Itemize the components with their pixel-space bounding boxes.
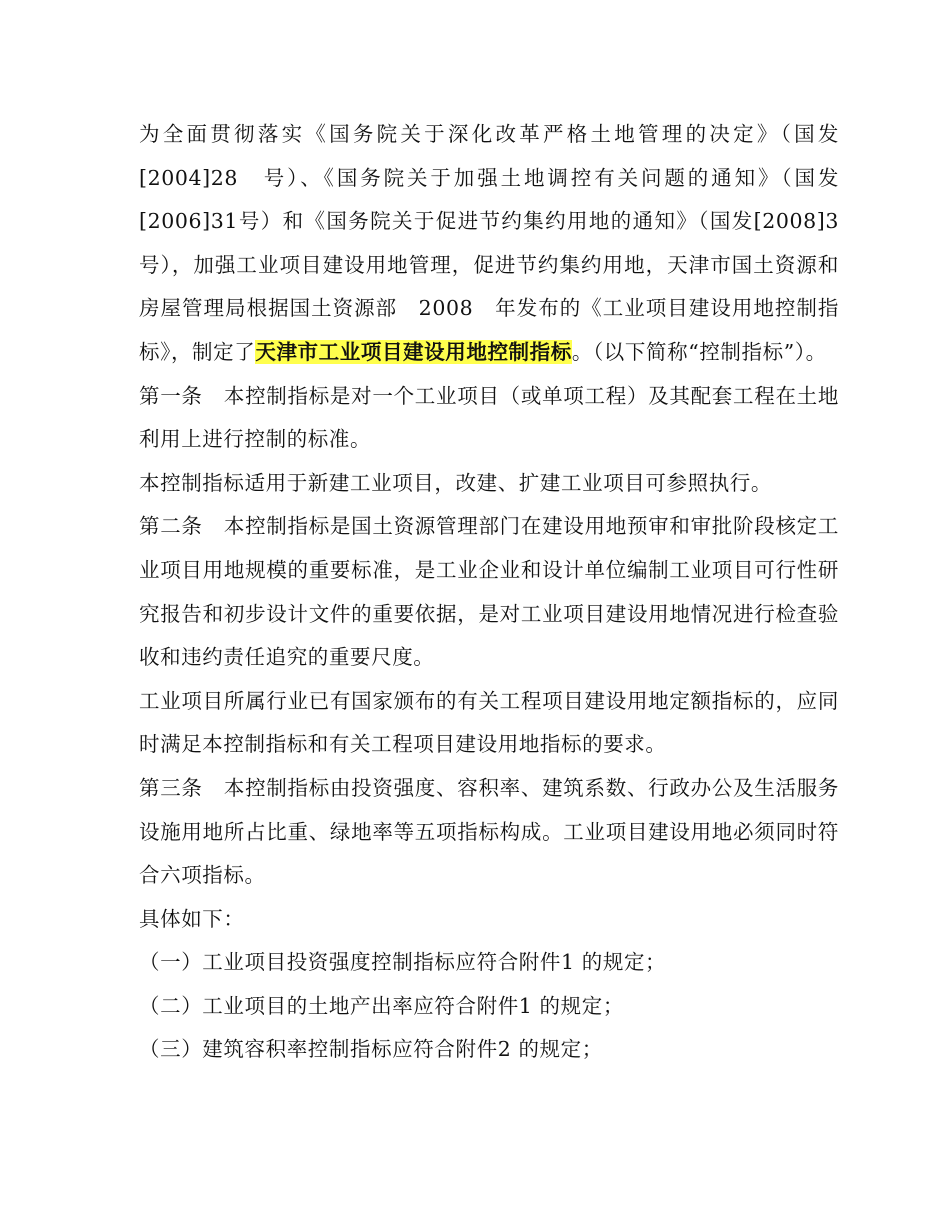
list-item-1: （一）工业项目投资强度控制指标应符合附件1 的规定； (139, 950, 667, 975)
article-2-supplement-paragraph: 工业项目所属行业已有国家颁布的有关工程项目建设用地定额指标的，应同时满足本控制指标和有关工程项目建设用地指标的要求。 (139, 688, 839, 757)
intro-text-after: 。（以下简称“控制指标”）。 (571, 339, 827, 364)
article-2-paragraph: 第二条 本控制指标是国土资源管理部门在建设用地预审和审批阶段核定工业项目用地规模的重要标准，是工业企业和设计单位编制工业项目可行性研究报告和初步设计文件的重要依据，是对工业项目建设用地情况进行检查验收和违约责任追究的重要尺度。 (139, 514, 839, 670)
intro-paragraph (139, 113, 839, 375)
details-heading: 具体如下： (139, 906, 245, 931)
article-1-scope-paragraph: 本控制指标适用于新建工业项目，改建、扩建工业项目可参照执行。 (139, 470, 772, 495)
article-3-paragraph: 第三条 本控制指标由投资强度、容积率、建筑系数、行政办公及生活服务设施用地所占比重、绿地率等五项指标构成。工业项目建设用地必须同时符合六项指标。 (139, 775, 839, 888)
highlighted-title: 天津市工业项目建设用地控制指标 (255, 339, 572, 364)
intro-text-before: 为全面贯彻落实《国务院关于深化改革严格土地管理的决定》（国发[2004]28 号）、《国务院关于加强土地调控有关问题的通知》（国发[2006]31号）和《国务院关于促进节约集约用地的通知》（国发[2008]3号），加强工业项目建设用地管理，促进节约集约用地，天津市国土资源和房屋管理局根据国土资源部 2008 年发布的《工业项目建设用地控制指标》，制定了 (139, 122, 839, 364)
document-body (139, 113, 839, 1072)
list-item-2: （二）工业项目的土地产出率应符合附件1 的规定； (139, 993, 624, 1018)
list-item-3: （三）建筑容积率控制指标应符合附件2 的规定； (139, 1037, 603, 1062)
article-1-paragraph: 第一条 本控制指标是对一个工业项目（或单项工程）及其配套工程在土地利用上进行控制的标准。 (139, 383, 839, 452)
